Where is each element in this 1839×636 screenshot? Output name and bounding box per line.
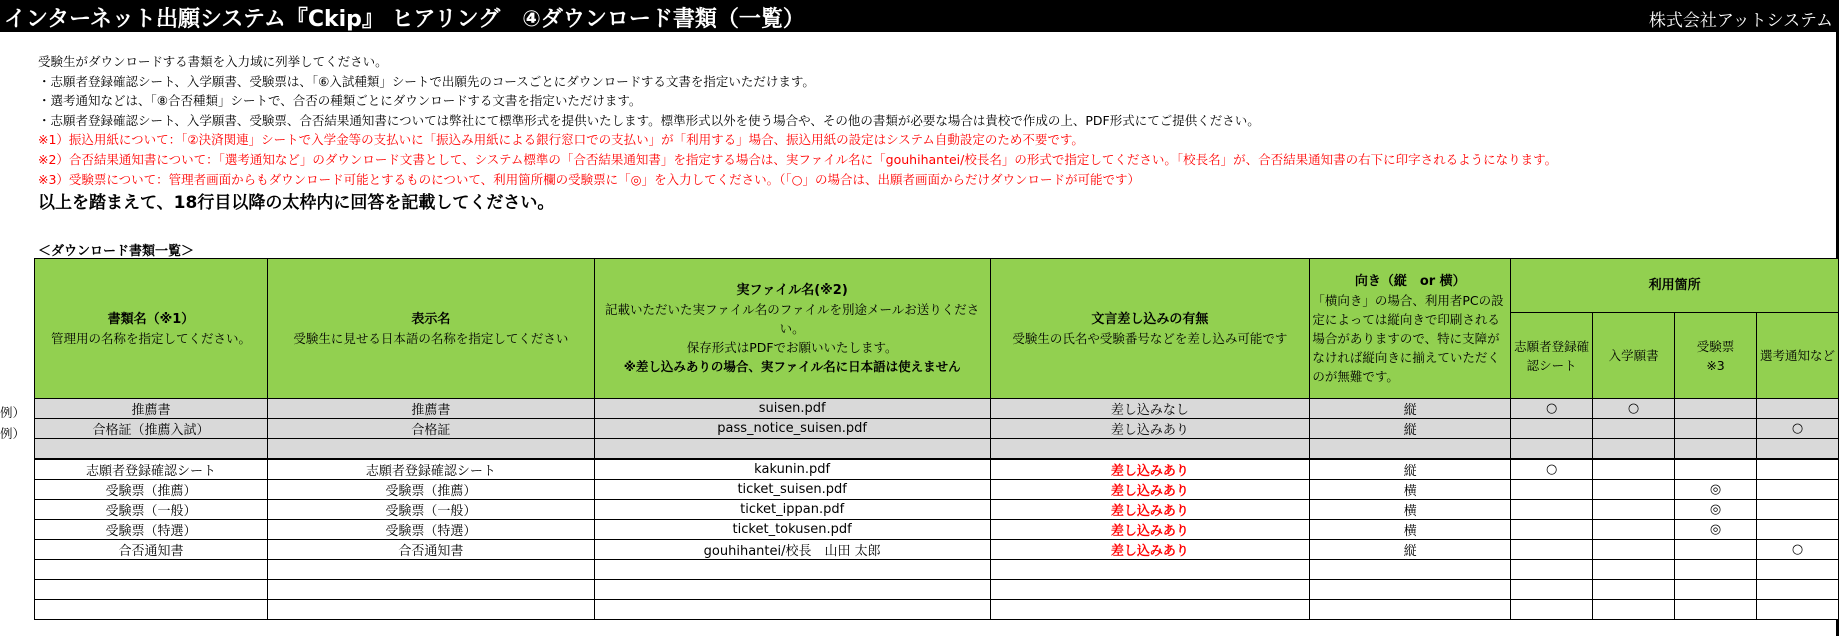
note-line: ※2）合否結果通知書について：「選考通知など」のダウンロード文書として、システム標準の「合否結果通知書」を指定する場合は、実ファイル名に「gouhihantei/校長名」の形式で指定してください。「校長名」が、合否結果通知書の右下に印字されるようになります。: [38, 151, 1558, 167]
answer-instruction: 以上を踏まえて、18行目以降の太枠内に回答を記載してください。: [38, 193, 555, 214]
cell-orientation[interactable]: [1310, 580, 1511, 600]
cell-usage[interactable]: [1675, 580, 1757, 600]
col-header-usage: 利用箇所: [1511, 259, 1839, 313]
table-row[interactable]: [35, 500, 1839, 520]
cell-usage[interactable]: ◎: [1675, 520, 1757, 540]
cell-display-name[interactable]: [267, 600, 594, 620]
cell-doc-name[interactable]: 受験票（推薦）: [35, 480, 268, 500]
cell-usage[interactable]: [1593, 580, 1675, 600]
cell-usage[interactable]: [1593, 540, 1675, 560]
cell-usage[interactable]: [1511, 480, 1593, 500]
cell-insert[interactable]: [990, 600, 1310, 620]
cell-file-name[interactable]: ticket_tokusen.pdf: [594, 520, 990, 540]
cell-insert[interactable]: 差し込みあり: [990, 520, 1310, 540]
cell-usage[interactable]: [1511, 540, 1593, 560]
cell-insert[interactable]: 差し込みあり: [990, 480, 1310, 500]
cell-file-name[interactable]: kakunin.pdf: [594, 459, 990, 480]
cell-usage[interactable]: [1593, 459, 1675, 480]
cell-orientation[interactable]: 縦: [1310, 540, 1511, 560]
note-line: ※1）振込用紙について：「②決済関連」シートで入学金等の支払いに「振込み用紙による銀行窓口での支払い」が「利用する」場合、振込用紙の設定はシステム自動設定のため不要です。: [38, 132, 1084, 148]
instruction-line: ・選考通知などは、「⑧合否種類」シートで、合否の種類ごとにダウンロードする文書を指定いただけます。: [38, 93, 642, 109]
cell-usage[interactable]: [1593, 560, 1675, 580]
list-caption: ＜ダウンロード書類一覧＞: [38, 244, 195, 259]
cell-usage[interactable]: [1511, 580, 1593, 600]
cell-display-name[interactable]: 受験票（推薦）: [267, 480, 594, 500]
company-name: 株式会社アットシステム: [1648, 11, 1833, 31]
cell-orientation[interactable]: 縦: [1310, 459, 1511, 480]
cell-usage[interactable]: ◎: [1675, 480, 1757, 500]
cell-usage[interactable]: [1757, 480, 1839, 500]
cell-usage[interactable]: [1675, 600, 1757, 620]
cell-doc-name[interactable]: [35, 560, 268, 580]
cell-usage[interactable]: [1757, 580, 1839, 600]
col-header-display-name: 表示名 受験生に見せる日本語の名称を指定してください: [267, 259, 594, 399]
cell-usage[interactable]: ○: [1511, 459, 1593, 480]
cell-usage[interactable]: [1593, 500, 1675, 520]
cell-usage[interactable]: [1757, 520, 1839, 540]
separator-row: [35, 439, 1839, 459]
cell-orientation[interactable]: 横: [1310, 480, 1511, 500]
example-label: 例）: [0, 405, 26, 420]
cell-doc-name[interactable]: 合否通知書: [35, 540, 268, 560]
col-header-insert: 文言差し込みの有無 受験生の氏名や受験番号などを差し込み可能です: [990, 259, 1310, 399]
cell-usage[interactable]: [1757, 560, 1839, 580]
table-row[interactable]: [35, 459, 1839, 480]
col-header-usage-confirm-sheet: 志願者登録確認シート: [1511, 313, 1593, 399]
cell-usage[interactable]: [1593, 600, 1675, 620]
note-line: ※3）受験票について：管理者画面からもダウンロード可能とするものについて、利用箇所欄の受験票に「◎」を入力してください。（「○」の場合は、出願者画面からだけダウンロードが可能です）: [38, 171, 1140, 187]
cell-usage[interactable]: [1593, 520, 1675, 540]
page-title: インターネット出願システム『Ckip』 ヒアリング ④ダウンロード書類（一覧）: [4, 7, 805, 32]
cell-insert[interactable]: 差し込みあり: [990, 500, 1310, 520]
cell-display-name[interactable]: [267, 580, 594, 600]
cell-insert[interactable]: 差し込みあり: [990, 540, 1310, 560]
cell-display-name[interactable]: 受験票（一般）: [267, 500, 594, 520]
cell-orientation[interactable]: 横: [1310, 500, 1511, 520]
cell-file-name[interactable]: ticket_suisen.pdf: [594, 480, 990, 500]
cell-usage[interactable]: [1511, 600, 1593, 620]
cell-usage[interactable]: [1511, 560, 1593, 580]
cell-usage[interactable]: [1511, 520, 1593, 540]
cell-display-name[interactable]: [267, 560, 594, 580]
cell-orientation[interactable]: 横: [1310, 520, 1511, 540]
title-bar: [0, 0, 1839, 32]
cell-insert[interactable]: [990, 560, 1310, 580]
download-docs-table: [34, 258, 1839, 620]
cell-display-name[interactable]: 志願者登録確認シート: [267, 459, 594, 480]
col-header-usage-application: 入学願書: [1593, 313, 1675, 399]
cell-usage[interactable]: [1757, 459, 1839, 480]
cell-file-name[interactable]: ticket_ippan.pdf: [594, 500, 990, 520]
cell-file-name[interactable]: [594, 600, 990, 620]
cell-usage[interactable]: [1757, 600, 1839, 620]
instructions-block: [38, 52, 1828, 216]
cell-usage[interactable]: [1757, 500, 1839, 520]
cell-usage[interactable]: ◎: [1675, 500, 1757, 520]
cell-file-name[interactable]: [594, 580, 990, 600]
col-header-file-name: 実ファイル名(※2) 記載いただいた実ファイル名のファイルを別途メールお送りください。 保存形式はPDFでお願いいたします。 ※差し込みありの場合、実ファイル名に日本語は使えません: [594, 259, 990, 399]
cell-usage[interactable]: ○: [1757, 540, 1839, 560]
cell-insert[interactable]: 差し込みあり: [990, 459, 1310, 480]
cell-file-name[interactable]: [594, 560, 990, 580]
col-header-usage-notice: 選考通知など: [1757, 313, 1839, 399]
table-row[interactable]: [35, 600, 1839, 620]
cell-doc-name[interactable]: 受験票（特選）: [35, 520, 268, 540]
table-row[interactable]: [35, 560, 1839, 580]
instruction-line: ・志願者登録確認シート、入学願書、受験票は、「⑥入試種類」シートで出願先のコースごとにダウンロードする文書を指定いただけます。: [38, 73, 815, 89]
cell-usage[interactable]: [1675, 459, 1757, 480]
cell-insert[interactable]: [990, 580, 1310, 600]
cell-display-name[interactable]: 受験票（特選）: [267, 520, 594, 540]
example-row: 推薦書 推薦書 suisen.pdf 差し込みなし 縦 ○ ○: [35, 399, 1839, 419]
cell-doc-name[interactable]: 受験票（一般）: [35, 500, 268, 520]
table-row[interactable]: [35, 480, 1839, 500]
table-row[interactable]: [35, 580, 1839, 600]
cell-doc-name[interactable]: [35, 580, 268, 600]
cell-display-name[interactable]: 合否通知書: [267, 540, 594, 560]
cell-doc-name[interactable]: 志願者登録確認シート: [35, 459, 268, 480]
col-header-orientation: 向き（縦 or 横） 「横向き」の場合、利用者PCの設定によっては縦向きで印刷される場合がありますので、特に支障がなければ縦向きに揃えていただくのが無難です。: [1310, 259, 1511, 399]
cell-orientation[interactable]: [1310, 560, 1511, 580]
cell-doc-name[interactable]: [35, 600, 268, 620]
cell-usage[interactable]: [1593, 480, 1675, 500]
col-header-usage-exam-ticket: 受験票 ※3: [1675, 313, 1757, 399]
col-header-doc-name: 書類名（※1） 管理用の名称を指定してください。: [35, 259, 268, 399]
table-row[interactable]: [35, 520, 1839, 540]
example-row: 合格証（推薦入試） 合格証 pass_notice_suisen.pdf 差し込みあり 縦 ○: [35, 419, 1839, 439]
table-row[interactable]: [35, 540, 1839, 560]
cell-usage[interactable]: [1675, 560, 1757, 580]
instruction-line: 受験生がダウンロードする書類を入力域に列挙してください。: [38, 54, 388, 69]
cell-orientation[interactable]: [1310, 600, 1511, 620]
cell-usage[interactable]: [1511, 500, 1593, 520]
instruction-line: ・志願者登録確認シート、入学願書、受験票、合否結果通知書については弊社にて標準形式を提供いたします。標準形式以外を使う場合や、その他の書類が必要な場合は貴校で作成の上、PDF形式にてご提供ください。: [38, 112, 1260, 128]
cell-file-name[interactable]: gouhihantei/校長 山田 太郎: [594, 540, 990, 560]
cell-usage[interactable]: [1675, 540, 1757, 560]
example-label: 例）: [0, 426, 26, 441]
